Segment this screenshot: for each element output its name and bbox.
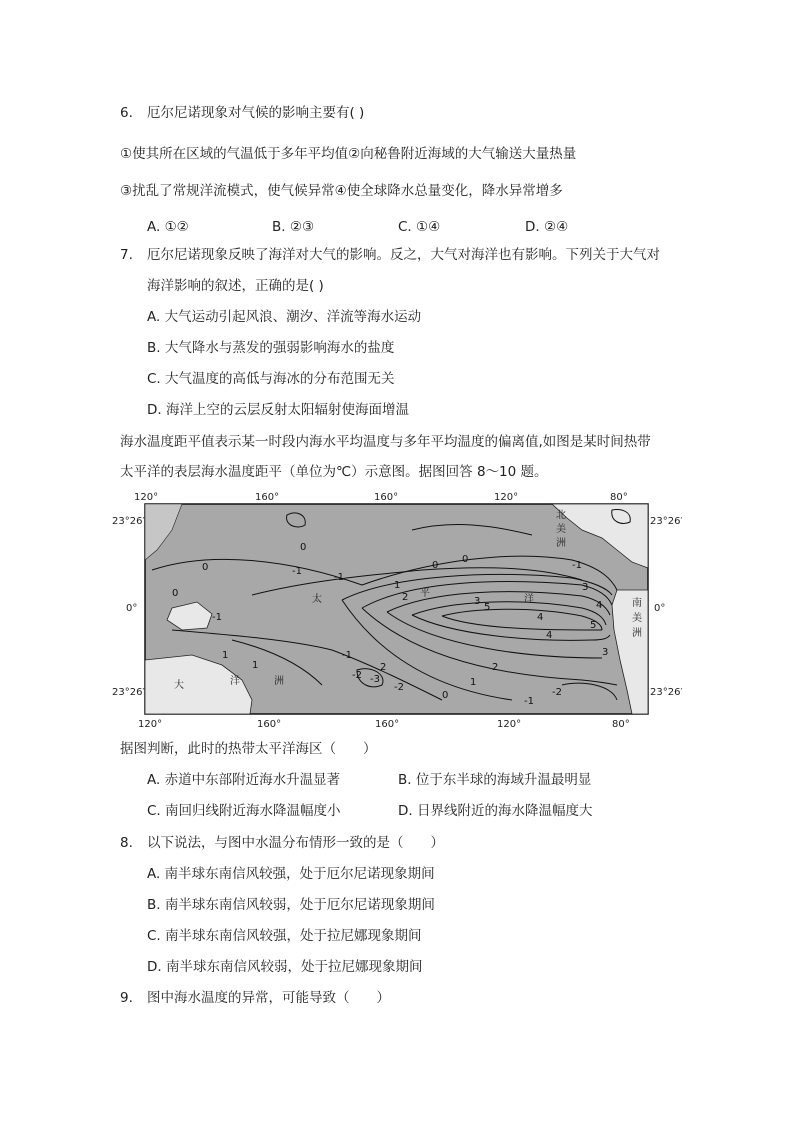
map-question-stem: 据图判断，此时的热带太平洋海区（ ） <box>120 741 377 757</box>
question-7-option-c[interactable]: C. 大气温度的高低与海冰的分布范围无关 <box>147 371 395 387</box>
left-lat-north: 23°26′ <box>112 516 145 527</box>
right-lat-north: 23°26′ <box>650 516 682 527</box>
contour-label: 3 <box>582 582 589 593</box>
question-6-option-b[interactable]: B. ②③ <box>272 219 315 235</box>
question-6-stem: 厄尔尼诺现象对气候的影响主要有( ) <box>147 105 365 121</box>
contour-label: 0 <box>300 542 307 553</box>
contour-label: -2 <box>352 670 362 681</box>
question-8-option-b[interactable]: B. 南半球东南信风较弱，处于厄尔尼诺现象期间 <box>147 897 435 913</box>
contour-label: 3 <box>474 596 481 607</box>
contour-label: 4 <box>596 600 603 611</box>
map-question-option-c[interactable]: C. 南回归线附近海水降温幅度小 <box>147 803 341 819</box>
map-question-option-d[interactable]: D. 日界线附近的海水降温幅度大 <box>398 803 593 819</box>
question-6-option-d[interactable]: D. ②④ <box>525 219 569 235</box>
top-tick-120w-b: 120° <box>494 492 519 503</box>
question-8-option-c[interactable]: C. 南半球东南信风较强，处于拉尼娜现象期间 <box>147 928 422 944</box>
label-north-america-3: 洲 <box>556 538 566 549</box>
contour-label: -1 <box>212 612 222 623</box>
question-7-option-d[interactable]: D. 海洋上空的云层反射太阳辐射使海面增温 <box>147 402 409 418</box>
label-oceania-3: 洲 <box>274 676 284 687</box>
question-9-number: 9. <box>120 990 133 1006</box>
contour-label: -1 <box>292 566 302 577</box>
bottom-tick-160e: 160° <box>257 719 282 730</box>
contour-label: 0 <box>442 690 449 701</box>
bottom-tick-160w: 160° <box>375 719 400 730</box>
contour-label: 5 <box>484 602 491 613</box>
bottom-tick-80w: 80° <box>612 719 630 730</box>
label-oceania-2: 洋 <box>230 676 240 687</box>
question-6-statement-line-2: ③扰乱了常规洋流模式，使气候异常④使全球降水总量变化，降水异常增多 <box>120 183 563 199</box>
contour-label: -2 <box>394 682 404 693</box>
question-6-option-c[interactable]: C. ①④ <box>398 219 441 235</box>
label-pacific-2: 平 <box>420 588 430 599</box>
contour-label: 4 <box>537 612 544 623</box>
right-lat-south: 23°26′ <box>650 687 682 698</box>
map-question-option-b[interactable]: B. 位于东半球的海域升温最明显 <box>398 772 592 788</box>
contour-label: 0 <box>462 554 469 565</box>
contour-label: 1 <box>470 677 477 688</box>
contour-label: -1 <box>524 696 534 707</box>
intro-line-1: 海水温度距平值表示某一时段内海水平均温度与多年平均温度的偏离值,如图是某时间热带 <box>120 434 651 450</box>
contour-label: 0 <box>172 588 179 599</box>
label-north-america-1: 北 <box>556 510 566 521</box>
label-oceania-1: 大 <box>174 680 184 691</box>
contour-label: 3 <box>602 647 609 658</box>
right-lat-equator: 0° <box>654 603 666 614</box>
contour-label: 1 <box>252 660 259 671</box>
label-pacific-1: 太 <box>312 594 322 605</box>
contour-label: 0 <box>202 562 209 573</box>
contour-label: 2 <box>380 662 387 673</box>
label-south-america-2: 美 <box>632 613 642 624</box>
left-lat-equator: 0° <box>126 603 138 614</box>
label-pacific-3: 洋 <box>524 594 534 605</box>
left-lat-south: 23°26′ <box>112 687 145 698</box>
contour-label: 4 <box>546 630 553 641</box>
intro-line-2: 太平洋的表层海水温度距平（单位为℃）示意图。据图回答 8～10 题。 <box>120 464 548 480</box>
question-7-number: 7. <box>120 247 133 263</box>
contour-label: -1 <box>342 650 352 661</box>
question-7-option-b[interactable]: B. 大气降水与蒸发的强弱影响海水的盐度 <box>147 340 395 356</box>
question-6-statement-line-1: ①使其所在区域的气温低于多年平均值②向秘鲁附近海域的大气输送大量热量 <box>120 146 577 162</box>
question-8-option-a[interactable]: A. 南半球东南信风较强，处于厄尔尼诺现象期间 <box>147 866 435 882</box>
question-7-option-a[interactable]: A. 大气运动引起风浪、潮汐、洋流等海水运动 <box>147 309 422 325</box>
label-south-america-1: 南 <box>632 598 642 609</box>
contour-label: -1 <box>572 560 582 571</box>
sst-anomaly-map-svg <box>112 490 682 730</box>
contour-label: 2 <box>492 662 499 673</box>
question-8-stem: 以下说法，与图中水温分布情形一致的是（ ） <box>147 835 444 851</box>
top-tick-120w: 120° <box>134 492 159 503</box>
top-tick-80w: 80° <box>610 492 628 503</box>
question-6-number: 6. <box>120 105 133 121</box>
label-north-america-2: 美 <box>556 524 566 535</box>
contour-label: 1 <box>394 580 401 591</box>
contour-label: 1 <box>222 650 229 661</box>
bottom-tick-120w: 120° <box>497 719 522 730</box>
contour-label: -3 <box>370 674 380 685</box>
question-6-option-a[interactable]: A. ①② <box>147 219 189 235</box>
question-7-stem-line-1: 厄尔尼诺现象反映了海洋对大气的影响。反之，大气对海洋也有影响。下列关于大气对 <box>147 247 660 263</box>
sst-anomaly-map <box>112 490 682 730</box>
bottom-tick-120: 120° <box>138 719 163 730</box>
question-8-option-d[interactable]: D. 南半球东南信风较弱，处于拉尼娜现象期间 <box>147 959 423 975</box>
top-tick-160e: 160° <box>255 492 280 503</box>
question-8-number: 8. <box>120 835 133 851</box>
contour-label: 2 <box>402 592 409 603</box>
contour-label: -1 <box>334 572 344 583</box>
contour-label: -2 <box>552 687 562 698</box>
map-question-option-a[interactable]: A. 赤道中东部附近海水升温显著 <box>147 772 341 788</box>
label-south-america-3: 洲 <box>632 628 642 639</box>
contour-label: 0 <box>432 560 439 571</box>
top-tick-160w: 160° <box>374 492 399 503</box>
question-9-stem: 图中海水温度的异常，可能导致（ ） <box>147 990 390 1006</box>
question-7-stem-line-2: 海洋影响的叙述，正确的是( ) <box>147 278 324 294</box>
contour-label: 5 <box>590 620 597 631</box>
